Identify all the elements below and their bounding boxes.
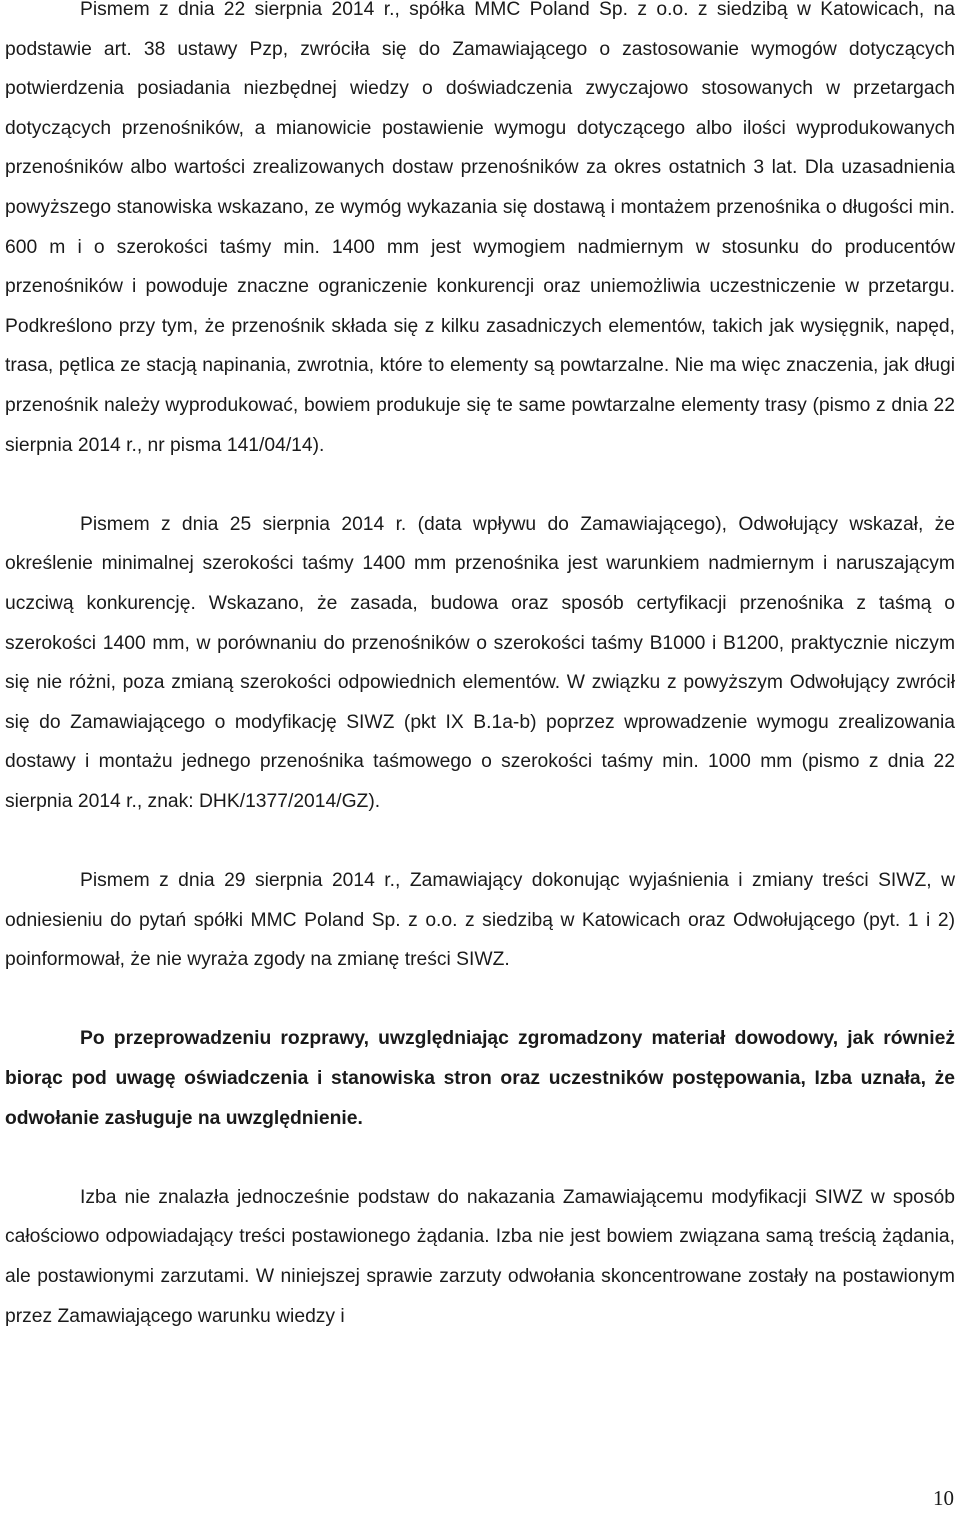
paragraph-chamber-reasoning: Izba nie znalazła jednocześnie podstaw do nakazania Zamawiającemu modyfikacji SIWZ w sposób całościowo odpowiadający treści postawionego żądania. Izba nie jest bowiem związana samą treścią żądania, ale postawionymi zarzutami. W niniejszej sprawie zarzuty odwołania skoncentrowane zostały na postawionym przez Zamawiającego warunku wiedzy i	[5, 1186, 955, 1327]
page-number: 10	[933, 1486, 954, 1510]
document-body	[5, 0, 955, 1336]
paragraph-chamber-conclusion: Po przeprowadzeniu rozprawy, uwzględniając zgromadzony materiał dowodowy, jak również biorąc pod uwagę oświadczenia i stanowiska stron oraz uczestników postępowania, Izba uznała, że odwołanie zasługuje na uwzględnienie.	[5, 1028, 955, 1129]
paragraph-contracting-authority-reply: Pismem z dnia 29 sierpnia 2014 r., Zamawiający dokonując wyjaśnienia i zmiany treści SIWZ, w odniesieniu do pytań spółki MMC Poland Sp. z o.o. z siedzibą w Katowicach oraz Odwołującego (pyt. 1 i 2) poinformował, że nie wyraża zgody na zmianę treści SIWZ.	[5, 870, 955, 971]
paragraph-mmc-letter: Pismem z dnia 22 sierpnia 2014 r., spółka MMC Poland Sp. z o.o. z siedzibą w Katowicach, na podstawie art. 38 ustawy Pzp, zwróciła się do Zamawiającego o zastosowanie wymogów dotyczących potwierdzenia posiadania niezbędnej wiedzy o doświadczenia zwyczajowo stosowanych w przetargach dotyczących przenośników, a mianowicie postawienie wymogu dotyczącego albo ilości wyprodukowanych przenośników albo wartości zrealizowanych dostaw przenośników za okres ostatnich 3 lat. Dla uzasadnienia powyższego stanowiska wskazano, ze wymóg wykazania się dostawą i montażem przenośnika o długości min. 600 m i o szerokości taśmy min. 1400 mm jest wymogiem nadmiernym w stosunku do producentów przenośników i powoduje znaczne ograniczenie konkurencji oraz uniemożliwia uczestniczenie w przetargu. Podkreślono przy tym, że przenośnik składa się z kilku zasadniczych elementów, takich jak wysięgnik, napęd, trasa, pętlica ze stacją napinania, zwrotnia, które to elementy są powtarzalne. Nie ma więc znaczenia, jak długi przenośnik należy wyprodukować, bowiem produkuje się te same powtarzalne elementy trasy (pismo z dnia 22 sierpnia 2014 r., nr pisma 141/04/14).	[5, 0, 955, 456]
paragraph-appellant-letter: Pismem z dnia 25 sierpnia 2014 r. (data wpływu do Zamawiającego), Odwołujący wskazał, że określenie minimalnej szerokości taśmy 1400 mm przenośnika jest warunkiem nadmiernym i naruszającym uczciwą konkurencję. Wskazano, że zasada, budowa oraz sposób certyfikacji przenośnika z taśmą o szerokości 1400 mm, w porównaniu do przenośników o szerokości taśmy B1000 i B1200, praktycznie niczym się nie różni, poza zmianą szerokości odpowiednich elementów. W związku z powyższym Odwołujący zwrócił się do Zamawiającego o modyfikację SIWZ (pkt IX B.1a-b) poprzez wprowadzenie wymogu zrealizowania dostawy i montażu jednego przenośnika taśmowego o szerokości taśmy min. 1000 mm (pismo z dnia 22 sierpnia 2014 r., znak: DHK/1377/2014/GZ).	[5, 513, 955, 812]
